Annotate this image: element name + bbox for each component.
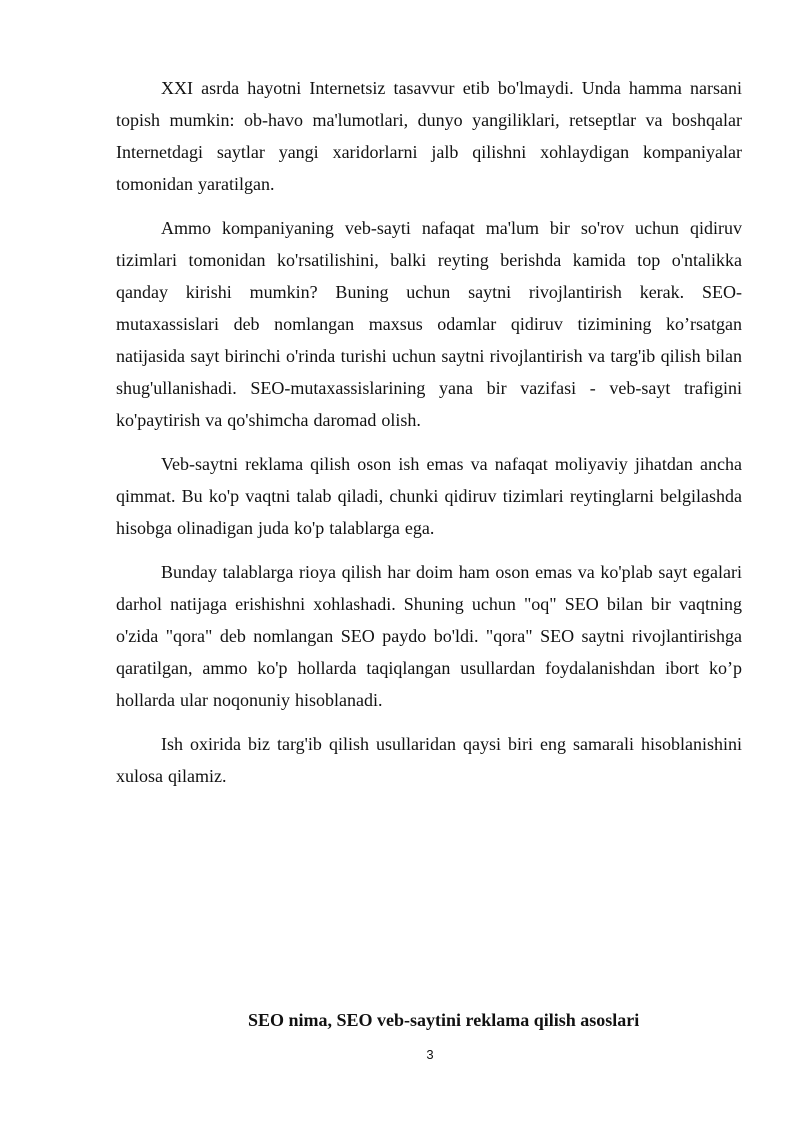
paragraph-1: XXI asrda hayotni Internetsiz tasavvur etib bo'lmaydi. Unda hamma narsani topish mumkin: ob-havo ma'lumotlari, dunyo yangiliklari, retseptlar va boshqalar Internetdagi saytlar yangi xaridorlarni jalb qilishni xohlaydigan kompaniyalar tomonidan yaratilgan. — [116, 78, 742, 194]
section-heading: SEO nima, SEO veb-saytini reklama qilish asoslari — [248, 1010, 640, 1030]
paragraph-5: Ish oxirida biz targ'ib qilish usullaridan qaysi biri eng samarali hisoblanishini xulosa qilamiz. — [116, 734, 742, 786]
body-text — [116, 72, 742, 804]
paragraph-3: Veb-saytni reklama qilish oson ish emas va nafaqat moliyaviy jihatdan ancha qimmat. Bu ko'p vaqtni talab qiladi, chunki qidiruv tizimlari reytinglarni belgilashda hisobga olinadigan juda ko'p talablarga ega. — [116, 454, 742, 538]
paragraph-2: Ammo kompaniyaning veb-sayti nafaqat ma'lum bir so'rov uchun qidiruv tizimlari tomonidan ko'rsatilishini, balki reyting berishda kamida top o'ntalikka qanday kirishi mumkin? Buning uchun saytni rivojlantirish kerak. SEO-mutaxassislari deb nomlangan maxsus odamlar qidiruv tizimining ko’rsatgan natijasida sayt birinchi o'rinda turishi uchun saytni rivojlantirish va targ'ib qilish bilan shug'ullanishadi. SEO-mutaxassislarining yana bir vazifasi - veb-sayt trafigini ko'paytirish va qo'shimcha daromad olish. — [116, 218, 742, 430]
page-number: 3 — [426, 1047, 434, 1062]
paragraph-4: Bunday talablarga rioya qilish har doim ham oson emas va ko'plab sayt egalari darhol natijaga erishishni xohlashadi. Shuning uchun "oq" SEO bilan bir vaqtning o'zida "qora" deb nomlangan SEO paydo bo'ldi. "qora" SEO saytni rivojlantirishga qaratilgan, ammo ko'p hollarda taqiqlangan usullardan foydalanishdan ibort ko’p hollarda ular noqonuniy hisoblanadi. — [116, 562, 742, 710]
